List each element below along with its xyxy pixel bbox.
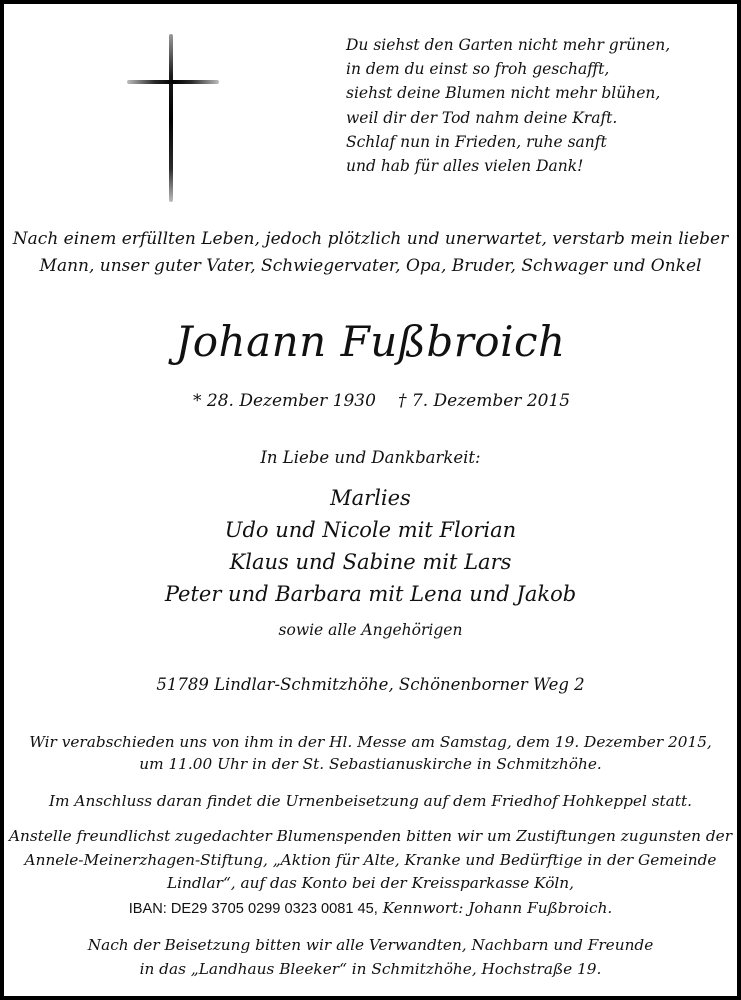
- donation-line-3: Lindlar“, auf das Konto bei der Kreissparkasse Köln,: [166, 874, 575, 892]
- mourner-line: Klaus und Sabine mit Lars: [229, 550, 512, 574]
- poem: [346, 33, 671, 178]
- iban: IBAN: DE29 3705 0299 0323 0081 45,: [128, 901, 378, 917]
- other-relatives: sowie alle Angehörigen: [278, 621, 463, 639]
- service-line-1: Wir verabschieden uns von ihm in der Hl. Messe am Samstag, dem 19. Dezember 2015,: [29, 733, 712, 751]
- invitation-line-2: in das „Landhaus Bleeker“ in Schmitzhöhe, Hochstraße 19.: [139, 960, 602, 978]
- poem-line: in dem du einst so froh geschafft,: [346, 60, 610, 79]
- poem-line: und hab für alles vielen Dank!: [346, 157, 584, 176]
- invitation-line-1: Nach der Beisetzung bitten wir alle Verwandten, Nachbarn und Freunde: [87, 936, 654, 954]
- death-date: † 7. Dezember 2015: [398, 391, 571, 411]
- birth-date: * 28. Dezember 1930: [193, 391, 376, 411]
- bank-details: [4, 897, 737, 920]
- cross-icon: [127, 34, 222, 204]
- deceased-name: Johann Fußbroich: [175, 317, 566, 366]
- mourner-line: Udo und Nicole mit Florian: [224, 518, 517, 542]
- family-address: 51789 Lindlar-Schmitzhöhe, Schönenborner Weg 2: [156, 675, 585, 694]
- donation-line-2: Annele-Meinerzhagen-Stiftung, „Aktion für Alte, Kranke und Bedürftige in der Gemeinde: [24, 851, 717, 869]
- donation-line-1: Anstelle freundlichst zugedachter Blumenspenden bitten wir um Zustiftungen zugunsten der: [8, 827, 733, 845]
- poem-line: Du siehst den Garten nicht mehr grünen,: [346, 36, 671, 54]
- intro-line-1: Nach einem erfüllten Leben, jedoch plötzlich und unerwartet, verstarb mein lieber: [12, 229, 729, 249]
- poem-line: siehst deine Blumen nicht mehr blühen,: [346, 84, 661, 103]
- intro-line-2: Mann, unser guter Vater, Schwiegervater, Opa, Bruder, Schwager und Onkel: [39, 256, 702, 276]
- mourner-line: Peter und Barbara mit Lena und Jakob: [164, 582, 577, 606]
- donation-keyword: Kennwort: Johann Fußbroich.: [382, 899, 613, 917]
- service-line-2: um 11.00 Uhr in der St. Sebastianuskirche in Schmitzhöhe.: [139, 755, 602, 773]
- poem-line: weil dir der Tod nahm deine Kraft.: [346, 108, 618, 127]
- poem-line: Schlaf nun in Frieden, ruhe sanft: [346, 132, 607, 151]
- mourner-line: Marlies: [330, 486, 411, 510]
- burial-info: Im Anschluss daran findet die Urnenbeisetzung auf dem Friedhof Hohkeppel statt.: [49, 792, 692, 810]
- mourners-intro: In Liebe und Dankbarkeit:: [260, 448, 481, 467]
